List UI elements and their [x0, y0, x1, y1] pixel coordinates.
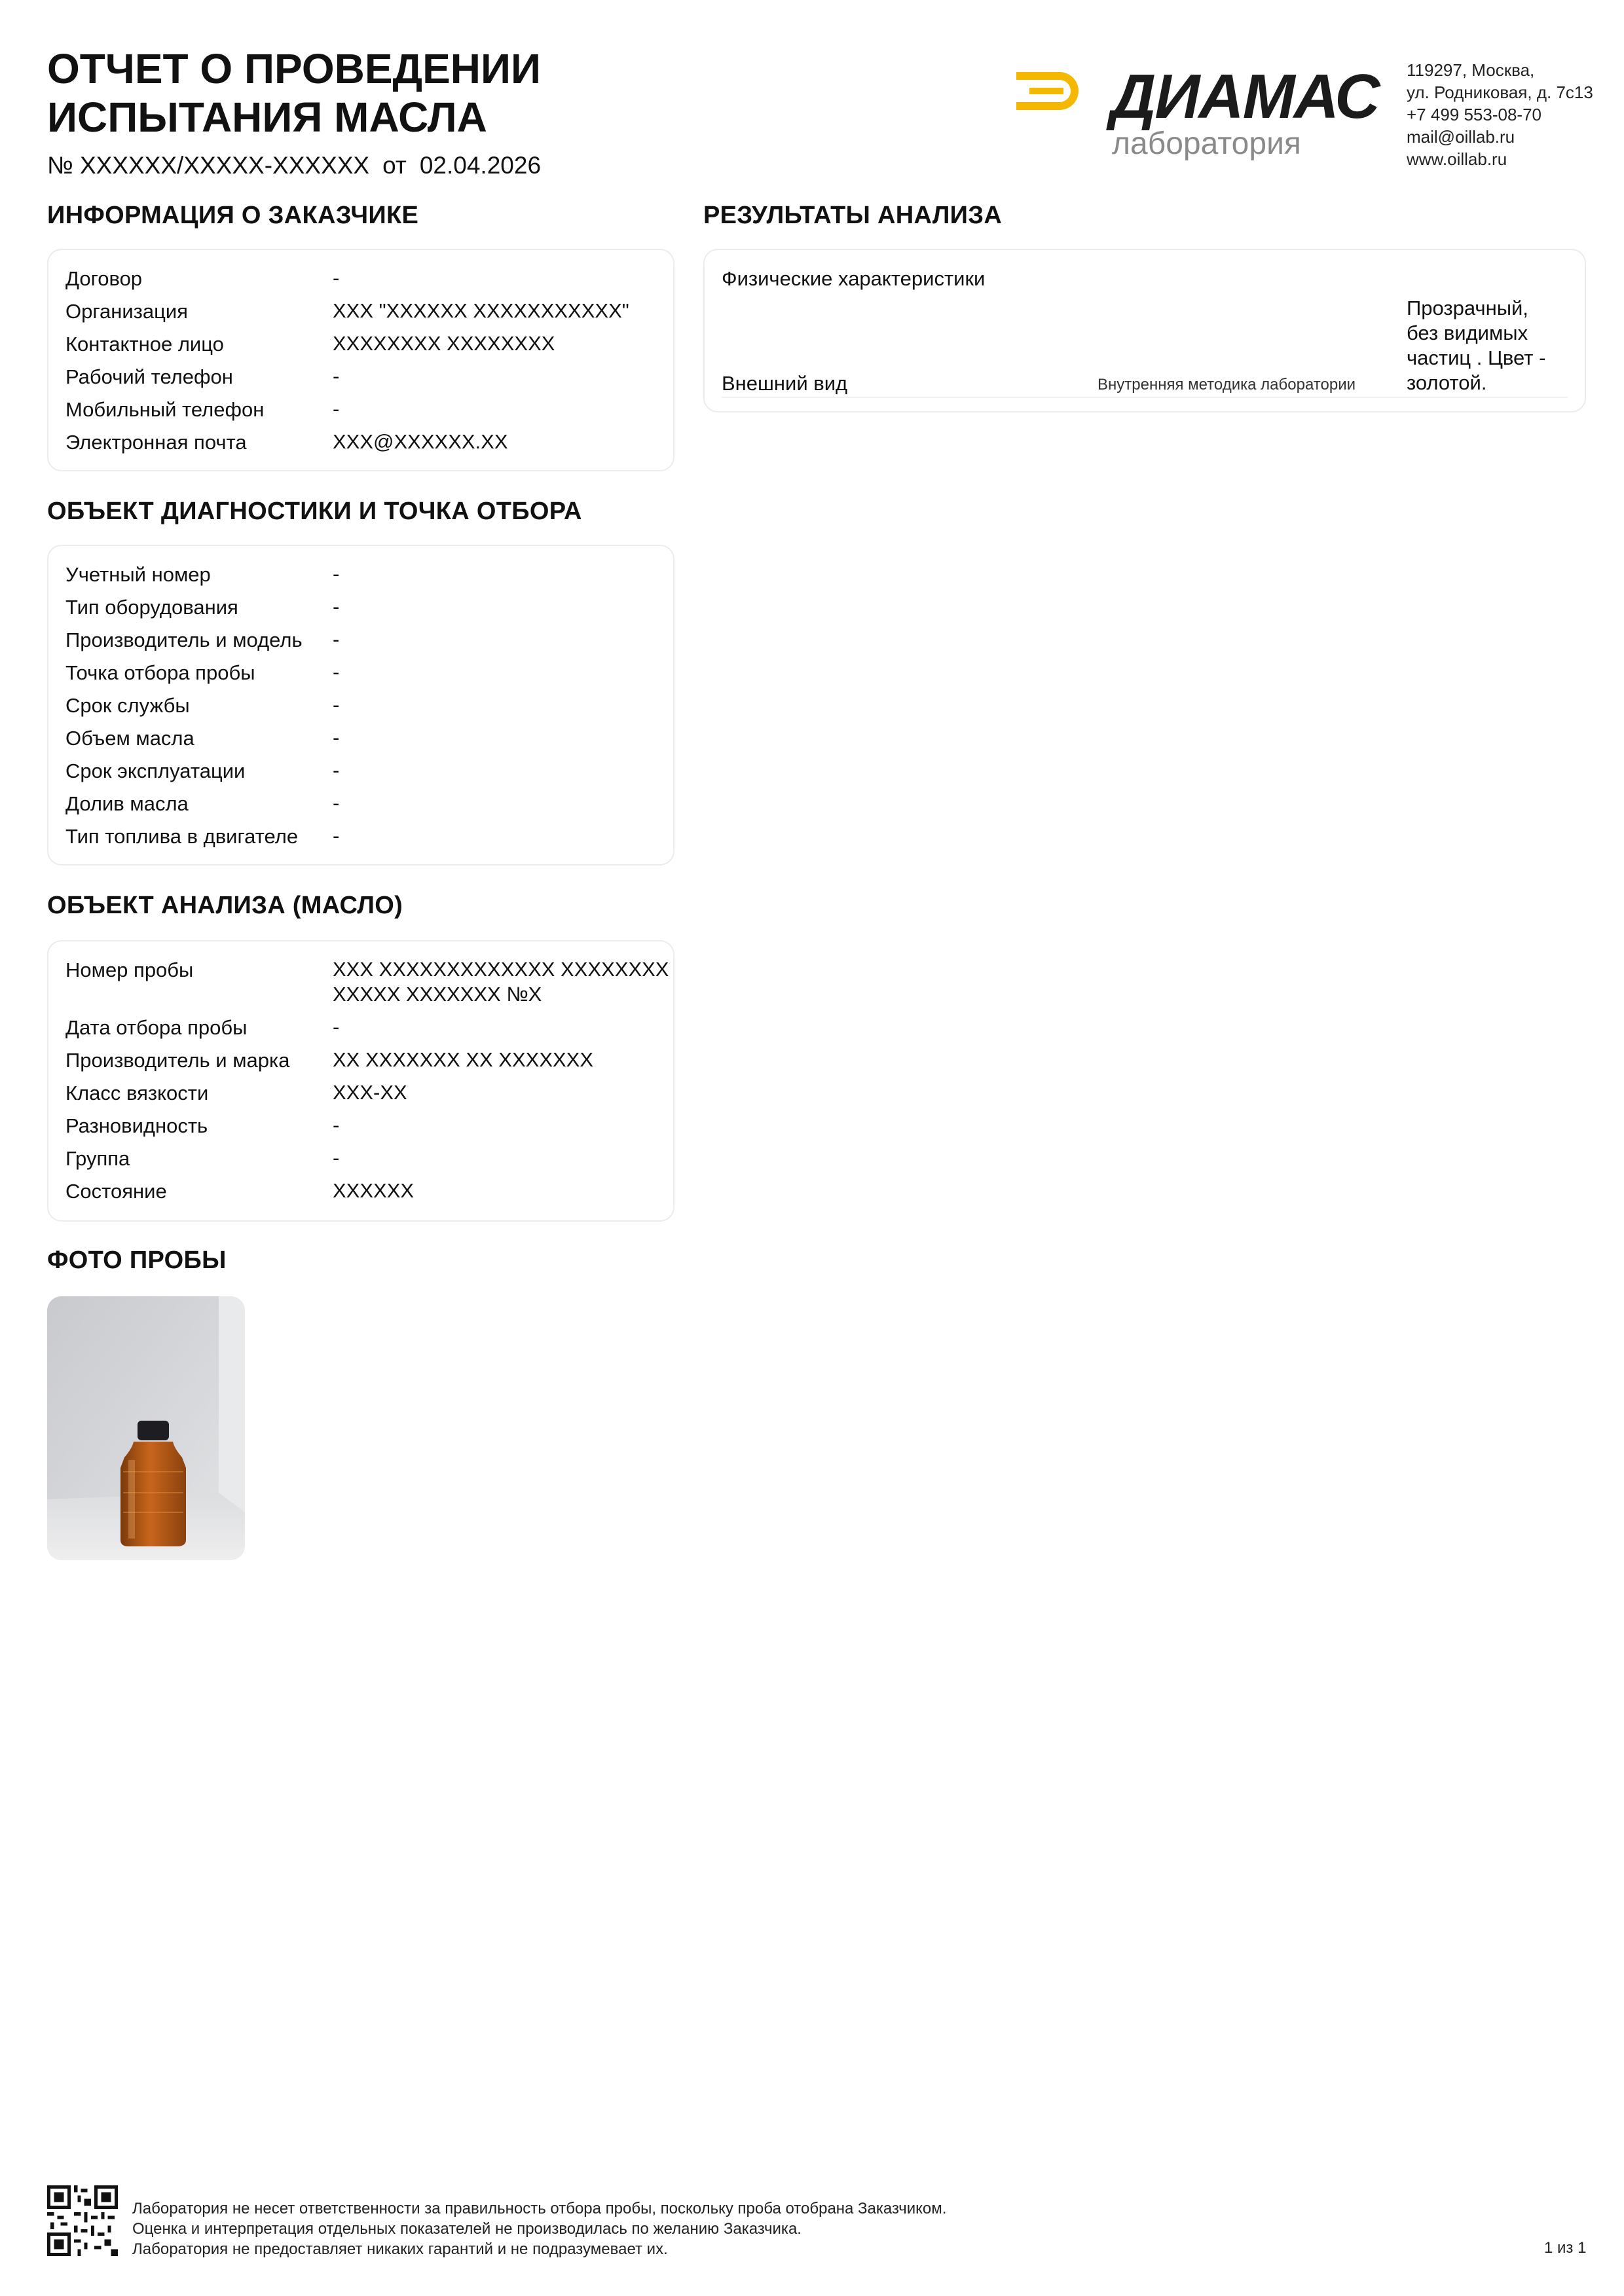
diagnostics-value: - — [333, 759, 340, 782]
oil-label: Состояние — [65, 1180, 167, 1203]
sample-photo — [47, 1296, 245, 1560]
oil-value: XX XXXXXXX XX XXXXXXX — [333, 1048, 594, 1071]
photo-section-title: ФОТО ПРОБЫ — [47, 1247, 227, 1274]
diagnostics-value: - — [333, 661, 340, 683]
diagnostics-value: - — [333, 595, 340, 618]
diagnostics-label: Срок эксплуатации — [65, 759, 246, 782]
customer-label: Организация — [65, 300, 188, 323]
logo-brand: ДИАМАС — [1111, 62, 1379, 132]
diagnostics-label: Учетный номер — [65, 563, 211, 586]
results-group-title: Физические характеристики — [722, 267, 986, 290]
diagnostics-value: - — [333, 824, 340, 847]
customer-section-title: ИНФОРМАЦИЯ О ЗАКАЗЧИКЕ — [47, 202, 419, 229]
oil-value: XXXXXX — [333, 1179, 415, 1202]
diagnostics-section-title: ОБЪЕКТ ДИАГНОСТИКИ И ТОЧКА ОТБОРА — [47, 498, 582, 525]
customer-value: XXX@XXXXXX.XX — [333, 430, 508, 453]
oil-value: XXX-XX — [333, 1081, 407, 1104]
customer-label: Контактное лицо — [65, 333, 224, 355]
contact-phone: +7 499 553-08-70 — [1407, 105, 1542, 124]
diagnostics-value: - — [333, 792, 340, 814]
footer-line: Лаборатория не несет ответственности за правильность отбора пробы, поскольку проба отобрана Заказчиком. — [132, 2200, 947, 2217]
results-value — [1407, 296, 1570, 395]
diagnostics-label: Срок службы — [65, 694, 190, 717]
results-method: Внутренняя методика лаборатории — [1098, 376, 1356, 393]
contacts-block — [1407, 59, 1593, 170]
oil-value: - — [333, 1146, 340, 1169]
diagnostics-label: Производитель и модель — [65, 629, 303, 651]
results-section-title: РЕЗУЛЬТАТЫ АНАЛИЗА — [703, 202, 1003, 229]
oil-section-title: ОБЪЕКТ АНАЛИЗА (МАСЛО) — [47, 892, 403, 919]
customer-label: Рабочий телефон — [65, 365, 233, 388]
results-row-divider — [722, 397, 1568, 398]
customer-value: XXXXXXXX XXXXXXXX — [333, 332, 555, 355]
customer-value: XXX "XXXXXX XXXXXXXXXXX" — [333, 299, 629, 322]
oil-label: Группа — [65, 1147, 130, 1170]
contact-email: mail@oillab.ru — [1407, 127, 1515, 147]
oil-value-line1: XXX XXXXXXXXXXXXX XXXXXXXX — [333, 958, 669, 981]
logo-mark-icon — [1014, 68, 1086, 114]
qr-code-icon — [47, 2185, 118, 2256]
diagnostics-value: - — [333, 726, 340, 749]
results-value-line: частиц . Цвет - — [1407, 346, 1546, 369]
footer-line: Оценка и интерпретация отдельных показателей не производилась по желанию Заказчика. — [132, 2220, 802, 2238]
oil-label: Дата отбора пробы — [65, 1016, 248, 1039]
results-value-line: золотой. — [1407, 371, 1487, 394]
customer-value: - — [333, 397, 340, 420]
report-title-line2: ИСПЫТАНИЯ МАСЛА — [47, 94, 487, 141]
oil-label: Производитель и марка — [65, 1049, 290, 1072]
footer-disclaimer — [132, 2198, 946, 2259]
diagnostics-label: Тип оборудования — [65, 596, 238, 619]
diagnostics-value: - — [333, 562, 340, 585]
report-date: 02.04.2026 — [419, 152, 542, 179]
logo-subtitle: лаборатория — [1112, 126, 1301, 161]
results-item-name: Внешний вид — [722, 372, 848, 395]
footer-line: Лаборатория не предоставляет никаких гарантий и не подразумевает их. — [132, 2240, 668, 2258]
diagnostics-value: - — [333, 693, 340, 716]
contact-address-line2: ул. Родниковая, д. 7с13 — [1407, 82, 1593, 102]
contact-address-line1: 119297, Москва, — [1407, 60, 1535, 80]
oil-value: - — [333, 1114, 340, 1137]
results-value-line: Прозрачный, — [1407, 297, 1528, 319]
diagnostics-label: Объем масла — [65, 727, 194, 750]
oil-value: - — [333, 1015, 340, 1038]
customer-card — [47, 249, 674, 471]
oil-value-line2: XXXXX XXXXXXX №X — [333, 983, 542, 1006]
oil-label: Разновидность — [65, 1114, 208, 1137]
diagnostics-card — [47, 545, 674, 866]
document-number — [47, 152, 554, 179]
customer-label: Договор — [65, 267, 143, 290]
diagnostics-label: Тип топлива в двигателе — [65, 825, 299, 848]
date-prefix: от — [382, 152, 407, 179]
results-value-line: без видимых — [1407, 321, 1528, 344]
report-title-line1: ОТЧЕТ О ПРОВЕДЕНИИ — [47, 45, 541, 92]
customer-label: Электронная почта — [65, 431, 247, 454]
results-card — [703, 249, 1586, 412]
company-logo — [1014, 64, 1380, 162]
customer-value: - — [333, 266, 340, 289]
sample-photo-image — [47, 1296, 245, 1560]
report-title — [47, 45, 541, 141]
diagnostics-label: Долив масла — [65, 792, 189, 815]
customer-label: Мобильный телефон — [65, 398, 265, 421]
oil-label: Класс вязкости — [65, 1082, 209, 1104]
oil-label: Номер пробы — [65, 958, 194, 981]
customer-value: - — [333, 365, 340, 388]
document-number-value: № XXXXXX/XXXXX-XXXXXX — [47, 152, 370, 179]
oil-card — [47, 940, 674, 1222]
contact-website: www.oillab.ru — [1407, 149, 1507, 169]
diagnostics-label: Точка отбора пробы — [65, 661, 255, 684]
diagnostics-value: - — [333, 628, 340, 651]
page-number: 1 из 1 — [1544, 2239, 1587, 2257]
